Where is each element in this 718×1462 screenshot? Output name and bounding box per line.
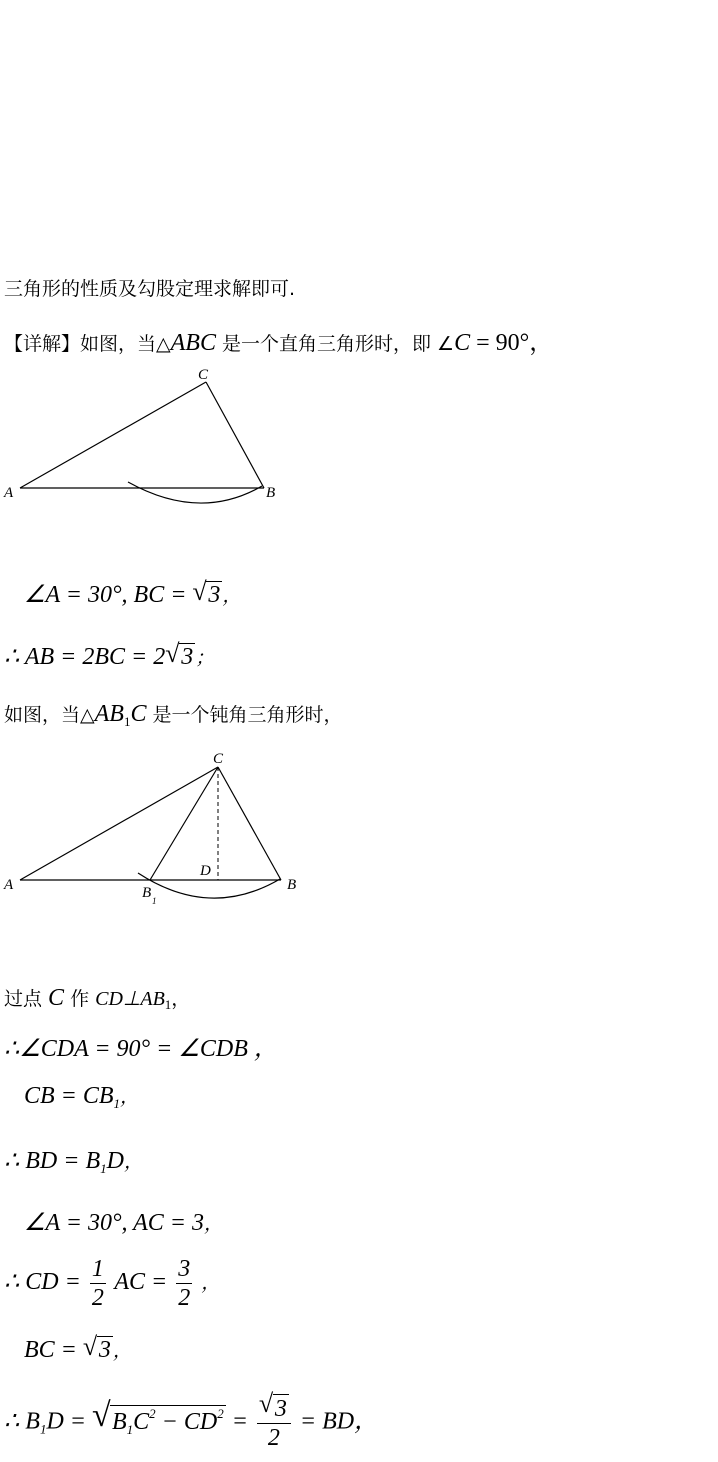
sqrt-expression: √ $B_1C^2 - CD^2$ [91,1396,224,1437]
equation-ac: ∠A = 30°, AC = 3， [24,1210,223,1236]
equation-cd: ∴ CD = $\frac{1}{2}$ AC = $\frac{3}{2}$ ， [4,1256,221,1311]
arc [128,482,262,503]
fraction-three-halves: $\frac{3}{2}$ [178,1256,191,1311]
equation-b1d: ∴ $B_1D$ = √ $B_1C^2 - CD^2$ = √ 3 2 = BD， [4,1389,379,1451]
equation-cb: CB = $CB_1$， [24,1083,140,1111]
label-a: A [4,877,14,893]
figure-obtuse-triangle [0,745,310,915]
sqrt-3: √ 3 [82,1332,111,1363]
intro-text: 三角形的性质及勾股定理求解即可. [4,278,296,300]
side-ac [20,767,218,880]
fraction-root3-over-2: √ 3 2 [257,1394,291,1452]
sqrt-3: √ 3 [165,639,194,670]
fraction-one-half: $\frac{1}{2}$ [91,1256,104,1311]
detail-bracket: 【详解】 [4,333,81,355]
sqrt-3: √ 3 [192,577,221,608]
detail-line: 【详解】如图，当△ABC 是一个直角三角形时，即 ∠C = 90°， [4,330,554,356]
triangle-abc: ABC [170,330,216,356]
perpendicular-line: 过点 C 作 $CD\perp AB_1$， [4,985,191,1012]
label-c: C [198,367,209,383]
label-b1: B [142,885,152,901]
label-a: A [4,485,14,501]
equation-bd: ∴ BD = $B_1D$， [4,1148,143,1176]
case2-line: 如图，当$\triangle AB_1C$ 是一个钝角三角形时， [4,701,343,729]
equation-cda: ∴∠CDA = 90° = ∠CDB ， [4,1036,278,1062]
label-b1-sub: 1 [152,896,157,906]
side-ac [20,382,206,488]
figure-right-triangle [0,362,300,512]
equation-bc: BC = √ 3 ， [24,1332,132,1363]
label-b: B [266,485,276,501]
equation-ab: ∴ AB = 2BC = 2 √ 3 ； [4,639,215,670]
label-d: D [200,863,211,879]
label-c: C [213,751,224,767]
label-b: B [287,877,297,893]
side-cb [218,767,281,880]
side-cb [206,382,264,488]
equation-angle-a: ∠A = 30°, BC = √ 3 ， [24,577,242,608]
